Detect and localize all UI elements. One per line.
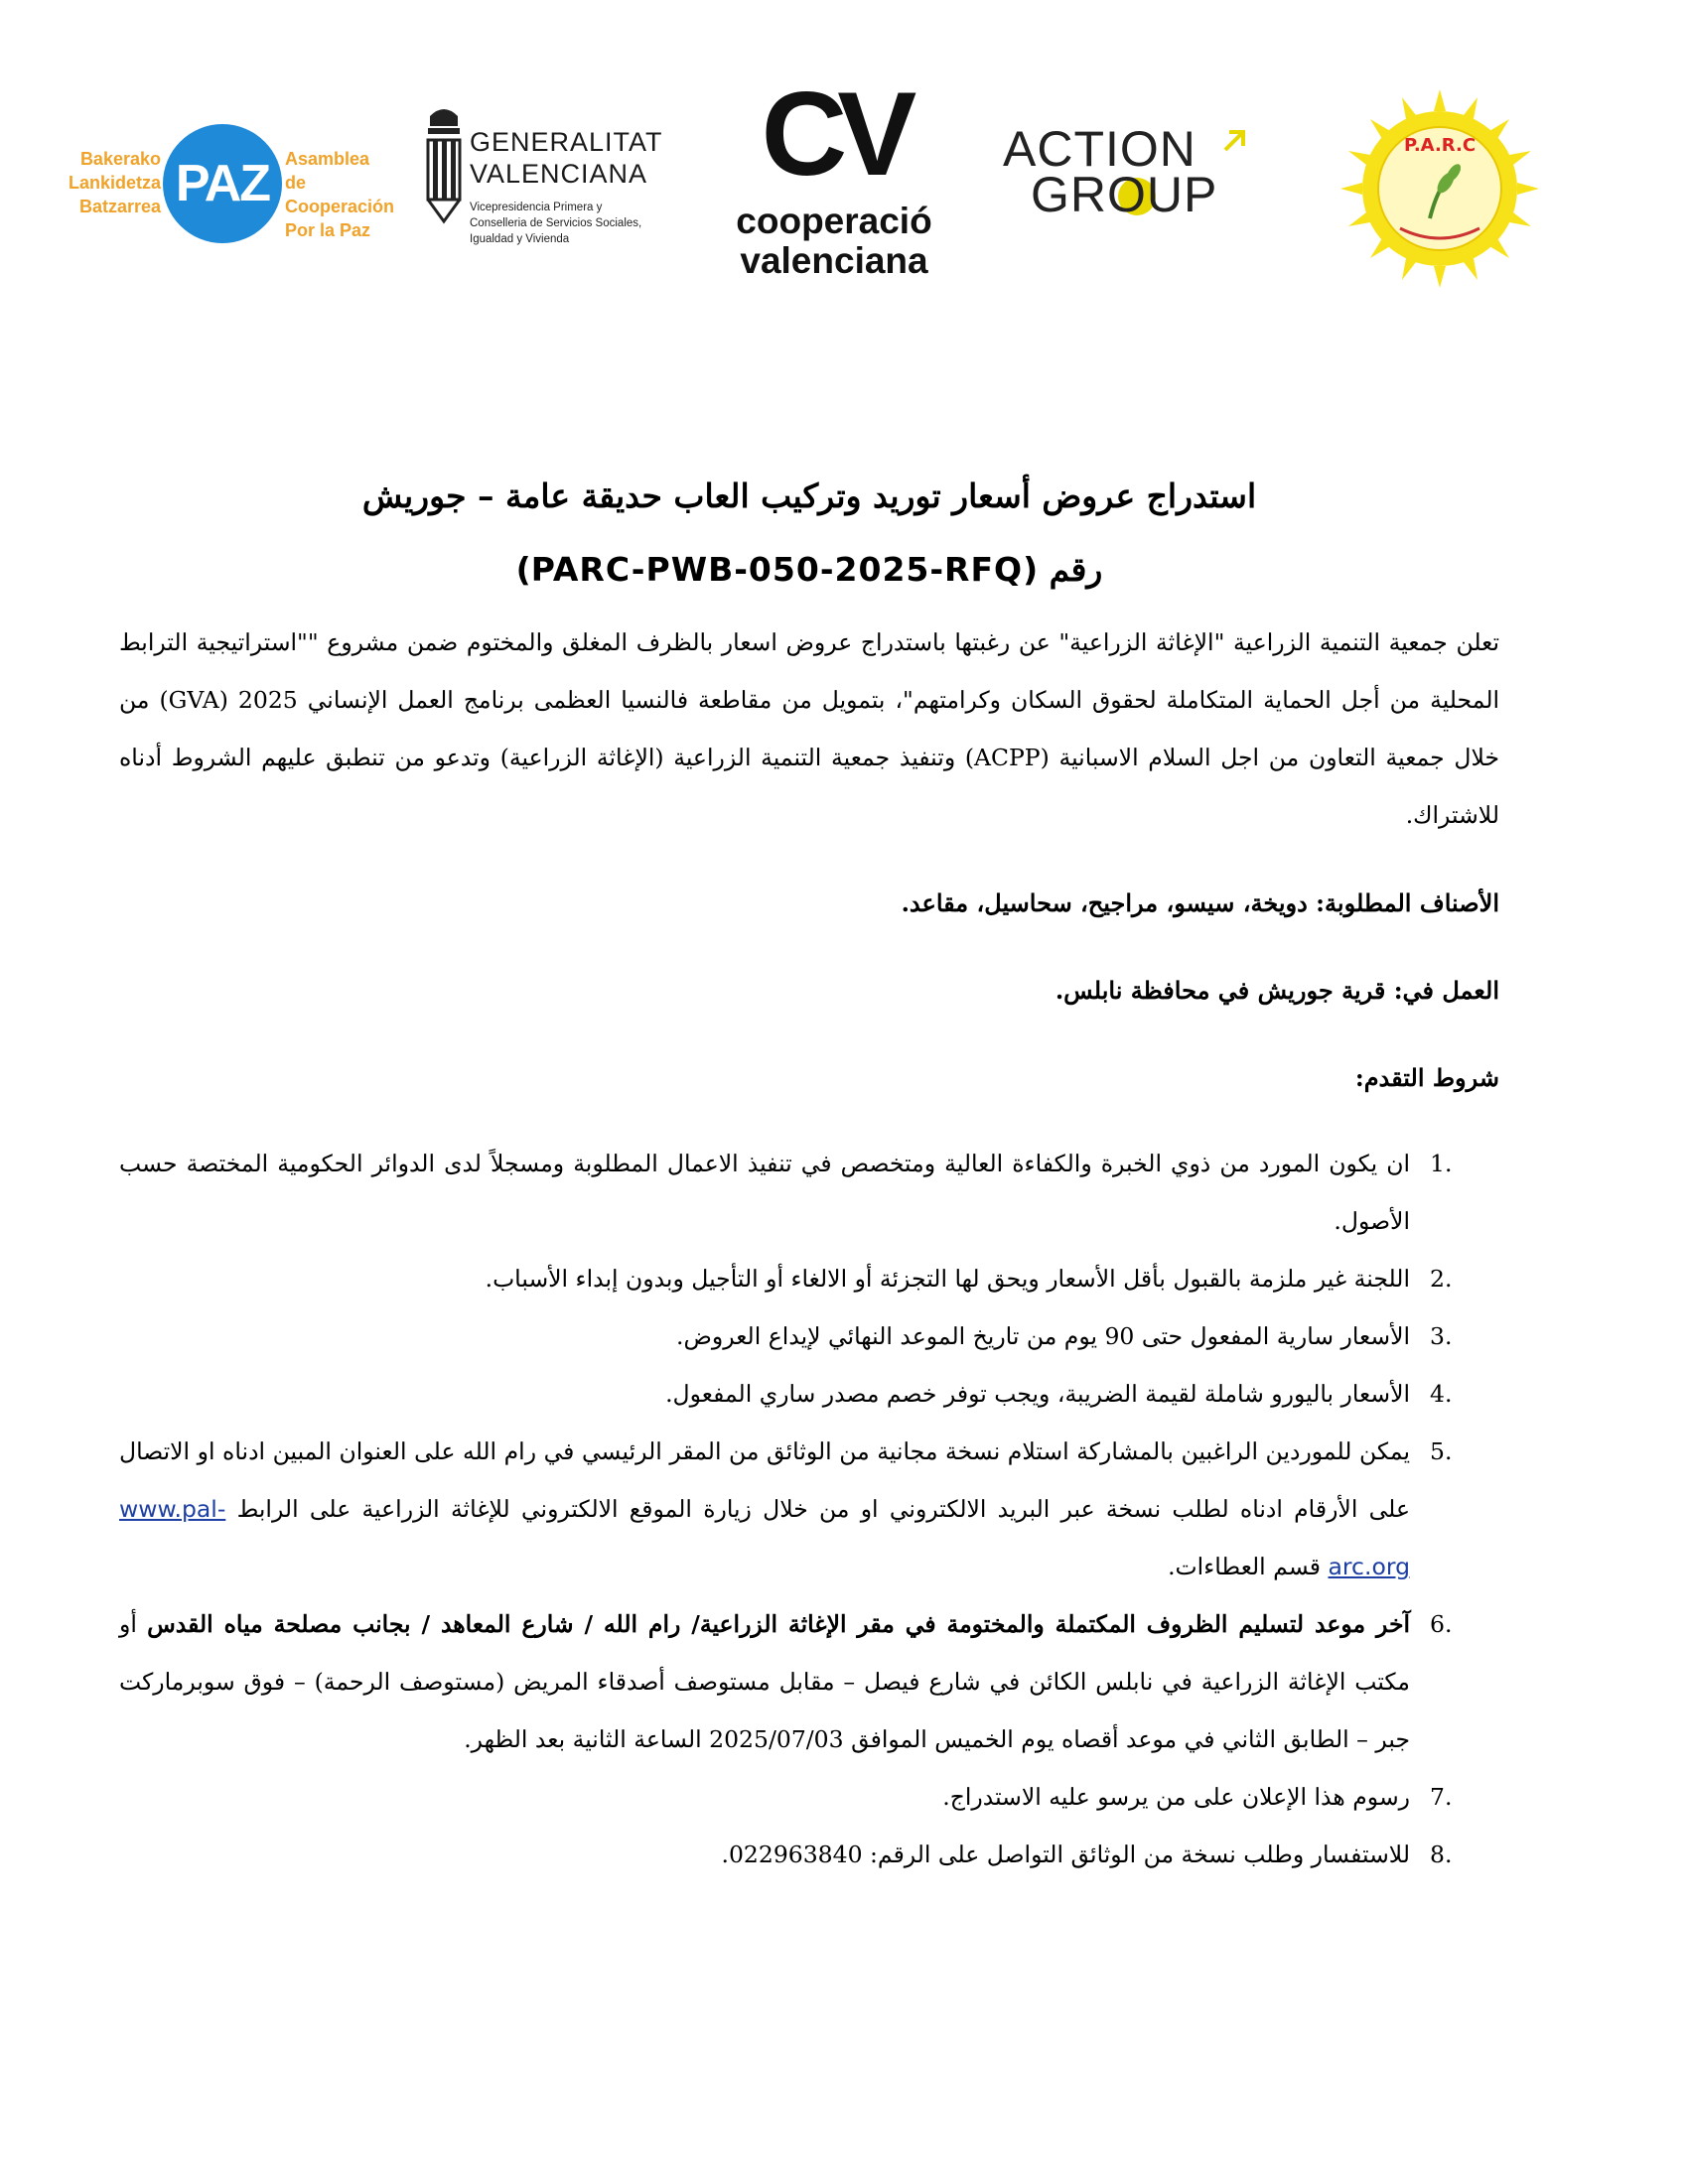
deadline-bold-text: آخر موعد لتسليم الظروف المكتملة والمختومة في مقر الإغاثة الزراعية/ رام الله / شارع المعاهد / بجانب مصلحة مياه القدس bbox=[147, 1610, 1410, 1638]
conditions-title: شروط التقدم: bbox=[1354, 1063, 1499, 1092]
list-item bbox=[119, 1826, 1499, 1883]
arrow-up-right-icon bbox=[1219, 126, 1249, 156]
list-item-number: 8. bbox=[1430, 1841, 1453, 1868]
list-item-text: يمكن للموردين الراغبين بالمشاركة استلام نسخة مجانية من الوثائق من المقر الرئيسي في رام الله على العنوان المبين ادناه او الاتصال على الأرقام ادناه لطلب نسخة عبر البريد الالكتروني او من خلال زيارة الموقع الالكتروني للإغاثة الزراعية على الرابط bbox=[119, 1437, 1410, 1523]
list-item bbox=[119, 1768, 1499, 1826]
list-item-number: 2. bbox=[1430, 1265, 1453, 1293]
list-item bbox=[119, 1250, 1499, 1307]
generalitat-name: GENERALITAT VALENCIANA bbox=[470, 127, 663, 189]
cooperacio-valenciana-logo bbox=[735, 68, 933, 303]
list-item-number: 5. bbox=[1430, 1437, 1453, 1465]
list-item-number: 7. bbox=[1430, 1783, 1453, 1811]
page-title: استدراج عروض أسعار توريد وتركيب العاب حديقة عامة – جوريش bbox=[361, 477, 1257, 515]
list-item bbox=[119, 1365, 1499, 1423]
list-item-number: 1. bbox=[1430, 1150, 1453, 1177]
list-item-text: رسوم هذا الإعلان على من يرسو عليه الاستدراج. bbox=[942, 1783, 1410, 1811]
required-items: الأصناف المطلوبة: دويخة، سيسو، مراجيح، سحاسيل، مقاعد. bbox=[901, 888, 1499, 917]
list-item-text: الأسعار سارية المفعول حتى 90 يوم من تاريخ الموعد النهائي لإيداع العروض. bbox=[676, 1322, 1410, 1350]
generalitat-valenciana-logo bbox=[422, 104, 680, 263]
rfq-number bbox=[119, 548, 1499, 592]
generalitat-crest-icon bbox=[422, 104, 466, 253]
list-item-text: ان يكون المورد من ذوي الخبرة والكفاءة العالية ومتخصص في تنفيذ الاعمال المطلوبة ومسجلاً لدى الدوائر الحكومية المختصة حسب الأصول. bbox=[119, 1150, 1410, 1235]
action-group-line2: GROUP bbox=[1031, 167, 1218, 222]
list-item-text: للاستفسار وطلب نسخة من الوثائق التواصل على الرقم: 022963840. bbox=[721, 1841, 1410, 1868]
list-item bbox=[119, 1595, 1499, 1768]
cooperacio-text: cooperació valenciana bbox=[736, 201, 932, 281]
list-item bbox=[119, 1423, 1499, 1595]
parc-sun-icon bbox=[1331, 89, 1549, 288]
list-item bbox=[119, 1307, 1499, 1365]
list-item-number: 4. bbox=[1430, 1380, 1453, 1408]
list-item-text: الأسعار باليورو شاملة لقيمة الضريبة، ويجب توفر خصم مصدر ساري المفعول. bbox=[665, 1380, 1410, 1408]
parc-logo-text: P.A.R.C bbox=[1403, 135, 1477, 156]
intro-paragraph: تعلن جمعية التنمية الزراعية "الإغاثة الزراعية" عن رغبتها باستدراج عروض اسعار بالظرف المغلق والمختوم ضمن مشروع ""استراتيجية الترابط المحلية من أجل الحماية المتكاملة لحقوق السكان وكرامتهم"، بتمويل من مقاطعة فالنسيا العظمى برنامج العمل الإنساني 2025 (GVA) من خلال جمعية التعاون من اجل السلام الاسبانية (ACPP) وتنفيذ جمعية التنمية الزراعية (الإغاثة الزراعية) وتدعو من تنطبق عليهم الشروط أدناه للاشتراك. bbox=[119, 628, 1500, 829]
rfq-code: (PARC-PWB-050-2025-RFQ) bbox=[515, 550, 1039, 589]
paz-logo-circle bbox=[163, 124, 282, 243]
website-link[interactable]: www.pal-arc.org bbox=[119, 1495, 1410, 1580]
list-item-text: أو مكتب الإغاثة الزراعية في نابلس الكائن في شارع فيصل – مقابل مستوصف أصدقاء المريض (مستوصف الرحمة) – فوق سوبرماركت جبر – الطابق الثاني في موعد أقصاه يوم الخميس الموافق 2025/07/03 الساعة الثانية بعد الظهر. bbox=[119, 1610, 1410, 1753]
parc-logo bbox=[1331, 89, 1549, 288]
logo-bar bbox=[0, 30, 1688, 288]
list-item-text: اللجنة غير ملزمة بالقبول بأقل الأسعار ويحق لها التجزئة أو الالغاء أو التأجيل وبدون إبداء الأسباب. bbox=[485, 1265, 1410, 1293]
work-location: العمل في: قرية جوريش في محافظة نابلس. bbox=[1055, 976, 1499, 1005]
list-item-number: 3. bbox=[1430, 1322, 1453, 1350]
paz-logo-spanish-text: Asamblea de Cooperación Por la Paz bbox=[285, 149, 395, 240]
cv-mark: CV bbox=[761, 68, 908, 201]
list-item-text-after: قسم العطاءات. bbox=[1168, 1553, 1322, 1580]
paz-logo bbox=[62, 114, 395, 253]
paz-logo-basque-text: Bakerako Lankidetza Batzarrea bbox=[68, 149, 161, 216]
rfq-prefix: رقم bbox=[1049, 550, 1103, 589]
action-group-line1: ACTION bbox=[1003, 121, 1196, 177]
list-item bbox=[119, 1135, 1499, 1250]
list-item-number: 6. bbox=[1430, 1610, 1453, 1638]
conditions-list bbox=[119, 1135, 1499, 1883]
paz-logo-mark: PAZ bbox=[175, 155, 270, 212]
generalitat-subtitle: Vicepresidencia Primera y Conselleria de Servicios Sociales, Igualdad y Vivienda bbox=[470, 202, 642, 245]
action-group-logo bbox=[1003, 121, 1251, 223]
